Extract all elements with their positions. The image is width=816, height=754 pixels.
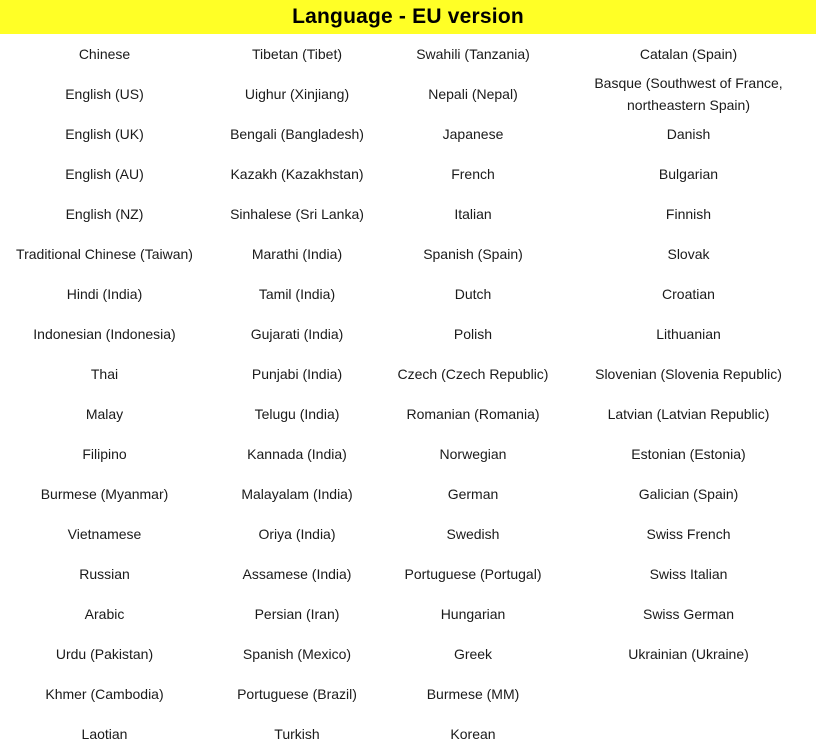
language-item: English (NZ) (65, 206, 144, 222)
language-item: Kannada (India) (247, 446, 347, 462)
language-item: Telugu (India) (254, 406, 340, 422)
language-item: Portuguese (Portugal) (404, 566, 542, 582)
language-item: Swiss French (646, 526, 731, 542)
language-item: Ukrainian (Ukraine) (628, 646, 749, 662)
language-item: Russian (79, 566, 130, 582)
language-item: Thai (90, 366, 119, 382)
language-item: Oriya (India) (258, 526, 336, 542)
language-item: Catalan (Spain) (639, 46, 738, 62)
language-column (385, 34, 561, 754)
language-item: Urdu (Pakistan) (55, 646, 154, 662)
language-item: Swedish (446, 526, 500, 542)
language-item: English (US) (65, 86, 144, 102)
language-item: Dutch (454, 286, 492, 302)
language-item: Latvian (Latvian Republic) (607, 406, 770, 422)
language-item: Burmese (Myanmar) (40, 486, 169, 502)
language-item: English (AU) (65, 166, 144, 182)
language-item: Norwegian (439, 446, 507, 462)
language-column (561, 34, 816, 754)
language-item: Japanese (442, 126, 504, 142)
language-item: Croatian (662, 286, 715, 302)
language-column (209, 34, 385, 754)
language-item: Kazakh (Kazakhstan) (230, 166, 364, 182)
language-item: Czech (Czech Republic) (397, 366, 549, 382)
page-title: Language - EU version (292, 5, 524, 28)
language-item: German (447, 486, 499, 502)
language-item: Marathi (India) (251, 246, 343, 262)
language-item: Bengali (Bangladesh) (230, 126, 364, 142)
language-item: Gujarati (India) (250, 326, 344, 342)
language-item: Lithuanian (656, 326, 721, 342)
language-item: Indonesian (Indonesia) (33, 326, 176, 342)
language-item: Hungarian (440, 606, 506, 622)
language-item: Greek (453, 646, 493, 662)
language-item: Nepali (Nepal) (428, 86, 518, 102)
language-item: Spanish (Spain) (423, 246, 523, 262)
language-column (0, 34, 209, 754)
language-item: Burmese (MM) (426, 686, 520, 702)
language-item: Khmer (Cambodia) (45, 686, 164, 702)
language-item: Tamil (India) (258, 286, 336, 302)
language-item: Swahili (Tanzania) (416, 46, 530, 62)
title-banner (0, 0, 816, 34)
language-item: Romanian (Romania) (406, 406, 540, 422)
language-item: Polish (453, 326, 493, 342)
language-item: Hindi (India) (66, 286, 143, 302)
language-item: Swiss German (642, 606, 735, 622)
language-item: Traditional Chinese (Taiwan) (16, 246, 193, 262)
language-item: Malay (85, 406, 124, 422)
language-item: Danish (666, 126, 711, 142)
language-item: English (UK) (65, 126, 144, 142)
language-item: Slovak (667, 246, 710, 262)
language-item: Galician (Spain) (638, 486, 739, 502)
language-item: Assamese (India) (242, 566, 352, 582)
language-item: Arabic (84, 606, 125, 622)
language-item: Basque (Southwest of France, northeastern Spain) (594, 75, 783, 113)
language-item: Uighur (Xinjiang) (244, 86, 350, 102)
language-item: Italian (454, 206, 492, 222)
language-item: Persian (Iran) (254, 606, 340, 622)
language-item: Filipino (82, 446, 127, 462)
language-item: Chinese (78, 46, 131, 62)
language-item: Vietnamese (67, 526, 142, 542)
language-item: Slovenian (Slovenia Republic) (595, 366, 782, 382)
language-item: Estonian (Estonia) (631, 446, 746, 462)
language-item: Sinhalese (Sri Lanka) (230, 206, 364, 222)
language-item: Finnish (665, 206, 712, 222)
language-item: Spanish (Mexico) (242, 646, 352, 662)
language-item: Bulgarian (658, 166, 719, 182)
language-item: Punjabi (India) (251, 366, 343, 382)
language-item: Korean (450, 726, 496, 742)
language-item: Laotian (81, 726, 128, 742)
language-item: Tibetan (Tibet) (252, 46, 342, 62)
language-item: Swiss Italian (649, 566, 728, 582)
language-item: Turkish (274, 726, 320, 742)
language-item: Portuguese (Brazil) (237, 686, 357, 702)
language-grid (0, 34, 816, 754)
language-item: Malayalam (India) (241, 486, 353, 502)
language-item: French (451, 166, 495, 182)
